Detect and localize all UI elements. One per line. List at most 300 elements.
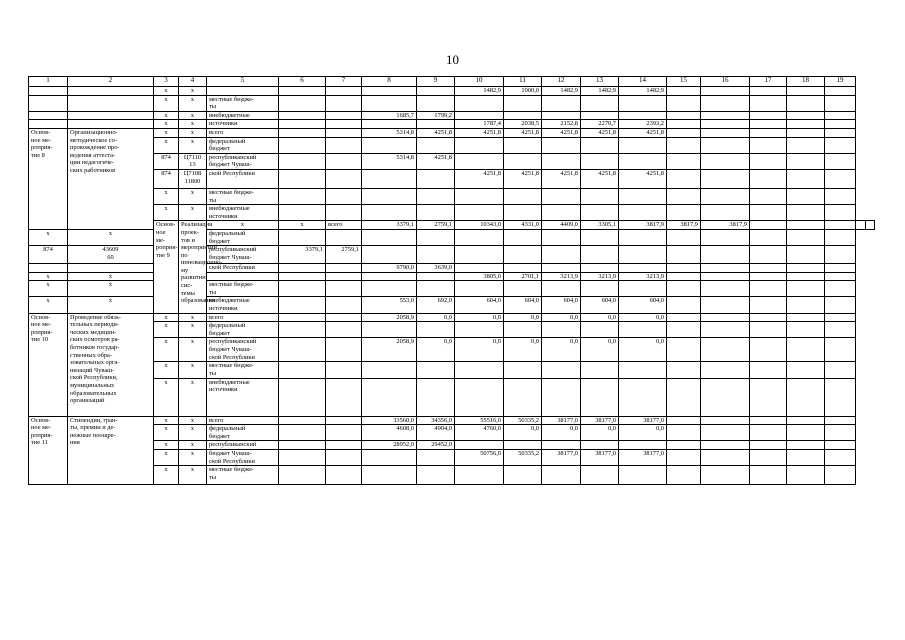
amount-cell: 1787,4	[455, 120, 504, 129]
amount-cell	[279, 87, 326, 96]
empty-cell	[750, 137, 787, 153]
amount-cell: 2759,1	[417, 221, 455, 230]
ministry-code-cell: x	[154, 313, 179, 322]
budget-code-cell: x	[179, 205, 207, 221]
empty-cell	[787, 378, 825, 416]
amount-cell: 604,0	[619, 297, 667, 313]
amount-cell: 2058,9	[362, 338, 417, 362]
empty-cell	[825, 466, 856, 485]
empty-cell	[825, 246, 856, 264]
amount-cell: 38177,0	[619, 450, 667, 466]
amount-cell	[542, 188, 581, 204]
amount-cell	[417, 466, 455, 485]
amount-cell: 553,0	[362, 297, 417, 313]
empty-cell	[667, 188, 701, 204]
empty-cell	[701, 169, 750, 188]
empty-cell	[667, 128, 701, 137]
amount-cell	[542, 137, 581, 153]
empty-cell	[825, 416, 856, 425]
empty-cell	[825, 128, 856, 137]
empty-cell	[750, 95, 787, 111]
amount-cell	[455, 264, 504, 273]
amount-cell	[581, 246, 619, 264]
amount-cell: 50756,0	[455, 450, 504, 466]
page-number: 10	[446, 52, 459, 67]
empty-cell	[787, 137, 825, 153]
amount-cell: 28952,0	[362, 441, 417, 450]
amount-cell	[279, 378, 326, 416]
amount-cell	[326, 95, 362, 111]
empty-cell	[750, 416, 787, 425]
empty-cell	[750, 272, 787, 281]
amount-cell	[504, 378, 542, 416]
amount-cell	[279, 153, 326, 169]
empty-cell	[750, 128, 787, 137]
amount-cell	[362, 169, 417, 188]
funding-source-cell: местные бюдже- ты	[207, 95, 279, 111]
amount-cell	[326, 264, 362, 273]
amount-cell: 10343,0	[455, 221, 504, 230]
table-row	[29, 362, 875, 378]
table-row	[29, 450, 875, 466]
amount-cell	[279, 95, 326, 111]
amount-cell	[542, 322, 581, 338]
amount-cell: 4608,0	[362, 425, 417, 441]
amount-cell: 9790,0	[362, 264, 417, 273]
empty-cell	[701, 111, 750, 120]
budget-code-cell: x	[179, 425, 207, 441]
empty-cell	[787, 272, 825, 281]
amount-cell	[542, 362, 581, 378]
amount-cell: 3639,0	[417, 264, 455, 273]
amount-cell: 0,0	[542, 313, 581, 322]
empty-cell	[865, 221, 875, 230]
amount-cell: 3213,9	[542, 272, 581, 281]
amount-cell	[362, 272, 417, 281]
amount-cell	[542, 281, 581, 297]
amount-cell	[326, 120, 362, 129]
column-number: 14	[619, 77, 667, 87]
amount-cell	[362, 229, 417, 245]
amount-cell	[455, 188, 504, 204]
empty-cell	[750, 153, 787, 169]
empty-cell	[701, 95, 750, 111]
amount-cell	[581, 441, 619, 450]
empty-cell	[701, 313, 750, 322]
column-number: 7	[326, 77, 362, 87]
amount-cell: 2152,8	[542, 120, 581, 129]
amount-cell	[362, 120, 417, 129]
amount-cell: 3213,9	[581, 272, 619, 281]
funding-source-cell: бюджет Чуваш- ской Республики	[207, 450, 279, 466]
column-number: 12	[542, 77, 581, 87]
amount-cell	[619, 188, 667, 204]
table-row	[29, 120, 875, 129]
budget-code-cell: x	[179, 95, 207, 111]
amount-cell	[326, 322, 362, 338]
amount-cell	[417, 95, 455, 111]
amount-cell	[326, 137, 362, 153]
funding-source-cell: всего	[326, 221, 362, 230]
amount-cell: 3817,9	[701, 221, 750, 230]
budget-code-cell: x	[68, 229, 154, 245]
empty-cell	[701, 120, 750, 129]
empty-cell	[787, 297, 825, 313]
table-row	[29, 425, 875, 441]
amount-cell	[455, 137, 504, 153]
amount-cell: 3817,9	[619, 221, 667, 230]
budget-code-cell: x	[179, 450, 207, 466]
budget-code-cell: Ц7108 11800	[179, 169, 207, 188]
table-row	[29, 416, 875, 425]
empty-cell	[787, 246, 825, 264]
amount-cell	[455, 322, 504, 338]
amount-cell	[455, 362, 504, 378]
column-number: 2	[68, 77, 154, 87]
table-row	[29, 169, 875, 188]
empty-cell	[856, 221, 866, 230]
empty-cell	[787, 95, 825, 111]
funding-source-cell: республиканский	[207, 441, 279, 450]
amount-cell: 0,0	[417, 338, 455, 362]
amount-cell	[279, 111, 326, 120]
amount-cell	[542, 378, 581, 416]
activity-code-cell: Основ- ное ме- роприя- тие 8	[29, 128, 68, 229]
amount-cell: 38177,0	[619, 416, 667, 425]
empty-cell	[667, 416, 701, 425]
amount-cell: 604,0	[581, 297, 619, 313]
empty-cell	[68, 111, 154, 120]
budget-code-cell: x	[68, 297, 154, 313]
empty-cell	[825, 441, 856, 450]
empty-cell	[701, 272, 750, 281]
empty-cell	[701, 378, 750, 416]
amount-cell: 3805,0	[455, 272, 504, 281]
amount-cell: 2393,2	[619, 120, 667, 129]
funding-source-cell: ской Республики	[207, 169, 279, 188]
budget-code-cell: x	[179, 441, 207, 450]
amount-cell: 1482,9	[581, 87, 619, 96]
empty-cell	[667, 322, 701, 338]
empty-cell	[787, 362, 825, 378]
ministry-code-cell: x	[29, 272, 68, 281]
budget-code-cell: x	[179, 466, 207, 485]
funding-source-cell: всего	[207, 128, 279, 137]
amount-cell	[504, 322, 542, 338]
column-number: 13	[581, 77, 619, 87]
budget-code-cell: x	[179, 416, 207, 425]
empty-cell	[787, 128, 825, 137]
amount-cell: 55516,0	[455, 416, 504, 425]
table-row	[29, 378, 875, 416]
amount-cell: 604,0	[455, 297, 504, 313]
amount-cell	[326, 128, 362, 137]
empty-cell	[825, 153, 856, 169]
empty-cell	[750, 425, 787, 441]
amount-cell: 50335,2	[504, 416, 542, 425]
amount-cell	[542, 111, 581, 120]
empty-cell	[825, 111, 856, 120]
amount-cell: 0,0	[542, 425, 581, 441]
empty-cell	[750, 281, 787, 297]
ministry-code-cell: x	[154, 338, 179, 362]
amount-cell: 2038,5	[504, 120, 542, 129]
amount-cell	[581, 322, 619, 338]
table-row	[29, 153, 875, 169]
amount-cell: 4904,0	[417, 425, 455, 441]
empty-cell	[667, 338, 701, 362]
funding-source-cell: федеральный бюджет	[207, 425, 279, 441]
ministry-code-cell: x	[29, 281, 68, 297]
empty-cell	[825, 264, 856, 273]
ministry-code-cell: x	[154, 425, 179, 441]
table-row	[29, 466, 875, 485]
amount-cell	[542, 205, 581, 221]
amount-cell: 4251,8	[504, 128, 542, 137]
amount-cell	[417, 322, 455, 338]
empty-cell	[667, 95, 701, 111]
activity-title-cell: Организационно- методическое со- провождение про- ведения аттеста- ции педагогиче- ских работников	[68, 128, 154, 229]
amount-cell	[326, 378, 362, 416]
empty-cell	[787, 153, 825, 169]
amount-cell: 1685,7	[362, 111, 417, 120]
empty-cell	[787, 425, 825, 441]
amount-cell	[504, 246, 542, 264]
amount-cell	[504, 441, 542, 450]
empty-cell	[701, 188, 750, 204]
amount-cell	[619, 153, 667, 169]
empty-cell	[701, 441, 750, 450]
amount-cell	[326, 205, 362, 221]
amount-cell: 604,0	[542, 297, 581, 313]
budget-code-cell	[68, 264, 154, 273]
amount-cell	[326, 272, 362, 281]
empty-cell	[667, 313, 701, 322]
amount-cell	[279, 362, 326, 378]
ministry-code-cell: x	[154, 128, 179, 137]
empty-cell	[825, 297, 856, 313]
empty-cell	[667, 272, 701, 281]
amount-cell	[279, 128, 326, 137]
empty-cell	[825, 378, 856, 416]
ministry-code-cell: x	[29, 297, 68, 313]
empty-cell	[701, 205, 750, 221]
budget-code-cell: x	[179, 87, 207, 96]
amount-cell: 0,0	[455, 338, 504, 362]
empty-cell	[787, 188, 825, 204]
amount-cell	[279, 169, 326, 188]
empty-cell	[787, 205, 825, 221]
empty-cell	[750, 338, 787, 362]
amount-cell	[279, 281, 326, 297]
budget-code-cell: x	[68, 281, 154, 297]
amount-cell	[279, 338, 326, 362]
amount-cell	[326, 313, 362, 322]
ministry-code-cell: x	[154, 441, 179, 450]
amount-cell	[581, 362, 619, 378]
amount-cell: 38177,0	[542, 450, 581, 466]
empty-cell	[701, 322, 750, 338]
funding-source-cell: федеральный бюджет	[207, 322, 279, 338]
empty-cell	[667, 362, 701, 378]
funding-source-cell	[207, 87, 279, 96]
ministry-code-cell: x	[154, 416, 179, 425]
empty-cell	[825, 221, 856, 230]
amount-cell: 604,0	[504, 297, 542, 313]
ministry-code-cell	[29, 264, 68, 273]
column-number: 19	[825, 77, 856, 87]
ministry-code-cell: x	[29, 229, 68, 245]
table-row	[29, 137, 875, 153]
amount-cell	[581, 264, 619, 273]
amount-cell	[362, 466, 417, 485]
empty-cell	[825, 281, 856, 297]
amount-cell: 4251,8	[542, 169, 581, 188]
amount-cell	[279, 137, 326, 153]
empty-cell	[750, 378, 787, 416]
empty-cell	[667, 169, 701, 188]
empty-cell	[750, 264, 787, 273]
amount-cell	[619, 229, 667, 245]
empty-cell	[29, 111, 68, 120]
empty-cell	[787, 221, 825, 230]
budget-code-cell: x	[279, 221, 326, 230]
empty-cell	[787, 322, 825, 338]
table-row	[29, 188, 875, 204]
amount-cell: 3379,1	[362, 221, 417, 230]
funding-source-cell: республиканский бюджет Чуваш-	[207, 246, 279, 264]
amount-cell	[455, 441, 504, 450]
empty-cell	[825, 338, 856, 362]
empty-cell	[787, 466, 825, 485]
amount-cell	[326, 362, 362, 378]
amount-cell: 2759,1	[326, 246, 362, 264]
ministry-code-cell: x	[154, 111, 179, 120]
funding-source-cell: местные бюдже- ты	[207, 281, 279, 297]
amount-cell	[279, 264, 326, 273]
column-number-row	[29, 77, 875, 87]
amount-cell: 4251,8	[504, 169, 542, 188]
amount-cell: 692,0	[417, 297, 455, 313]
amount-cell	[362, 322, 417, 338]
amount-cell	[326, 111, 362, 120]
amount-cell	[619, 137, 667, 153]
empty-cell	[825, 120, 856, 129]
empty-cell	[701, 128, 750, 137]
empty-cell	[825, 205, 856, 221]
amount-cell	[455, 229, 504, 245]
ministry-code-cell: x	[154, 87, 179, 96]
amount-cell	[417, 205, 455, 221]
amount-cell	[504, 362, 542, 378]
amount-cell	[417, 169, 455, 188]
column-number: 4	[179, 77, 207, 87]
budget-code-cell: 43609 60	[68, 246, 154, 264]
amount-cell: 0,0	[581, 425, 619, 441]
amount-cell	[417, 246, 455, 264]
activity-code-cell: Основ- ное ме- роприя- тие 9	[154, 221, 179, 313]
amount-cell	[504, 95, 542, 111]
amount-cell	[326, 188, 362, 204]
budget-code-cell: Ц7110 13	[179, 153, 207, 169]
column-number: 10	[455, 77, 504, 87]
ministry-code-cell: x	[207, 221, 279, 230]
empty-cell	[667, 425, 701, 441]
activity-code-cell: Основ- ное ме- роприя- тие 11	[29, 416, 68, 485]
amount-cell	[455, 378, 504, 416]
amount-cell	[619, 362, 667, 378]
empty-cell	[787, 264, 825, 273]
funding-source-cell: всего	[207, 416, 279, 425]
empty-cell	[750, 229, 787, 245]
amount-cell	[279, 425, 326, 441]
amount-cell: 3305,1	[581, 221, 619, 230]
empty-cell	[701, 137, 750, 153]
funding-source-cell: внебюджетные	[207, 111, 279, 120]
amount-cell: 1482,9	[619, 87, 667, 96]
amount-cell	[326, 87, 362, 96]
amount-cell: 5314,8	[362, 153, 417, 169]
empty-cell	[667, 87, 701, 96]
amount-cell	[326, 338, 362, 362]
ministry-code-cell: x	[154, 95, 179, 111]
empty-cell	[667, 137, 701, 153]
amount-cell: 2701,1	[504, 272, 542, 281]
amount-cell	[279, 322, 326, 338]
amount-cell: 0,0	[619, 338, 667, 362]
empty-cell	[667, 205, 701, 221]
amount-cell	[542, 229, 581, 245]
empty-cell	[68, 87, 154, 96]
amount-cell	[542, 264, 581, 273]
amount-cell	[619, 441, 667, 450]
budget-code-cell: x	[179, 378, 207, 416]
amount-cell	[619, 95, 667, 111]
funding-source-cell: республиканский бюджет Чуваш- ской Республики	[207, 338, 279, 362]
budget-table	[28, 76, 875, 485]
amount-cell	[417, 137, 455, 153]
amount-cell: 4251,8	[581, 169, 619, 188]
empty-cell	[787, 120, 825, 129]
ministry-code-cell: x	[154, 205, 179, 221]
funding-source-cell: ской Республики	[207, 264, 279, 273]
amount-cell: 4251,8	[455, 128, 504, 137]
amount-cell	[619, 466, 667, 485]
empty-cell	[29, 120, 68, 129]
column-number: 18	[787, 77, 825, 87]
empty-cell	[701, 297, 750, 313]
empty-cell	[750, 450, 787, 466]
empty-cell	[787, 169, 825, 188]
ministry-code-cell: x	[154, 466, 179, 485]
amount-cell	[326, 441, 362, 450]
activity-title-cell: Проведение обяза- тельных периоди- ческих медицин- ских осмотров ра- ботников государ- ственных обра- зовательных орга- низаций Чуваш- ской Республики, муниципальных образовательных организаций	[68, 313, 154, 416]
amount-cell: 4251,8	[542, 128, 581, 137]
column-number: 8	[362, 77, 417, 87]
empty-cell	[787, 338, 825, 362]
funding-source-cell: местные бюдже- ты	[207, 466, 279, 485]
empty-cell	[750, 441, 787, 450]
amount-cell: 3213,9	[619, 272, 667, 281]
amount-cell	[455, 111, 504, 120]
empty-cell	[787, 450, 825, 466]
amount-cell	[542, 466, 581, 485]
amount-cell	[455, 153, 504, 169]
amount-cell: 4331,0	[504, 221, 542, 230]
amount-cell: 0,0	[504, 425, 542, 441]
funding-source-cell: всего	[207, 313, 279, 322]
funding-source-cell: федеральный бюджет	[207, 137, 279, 153]
